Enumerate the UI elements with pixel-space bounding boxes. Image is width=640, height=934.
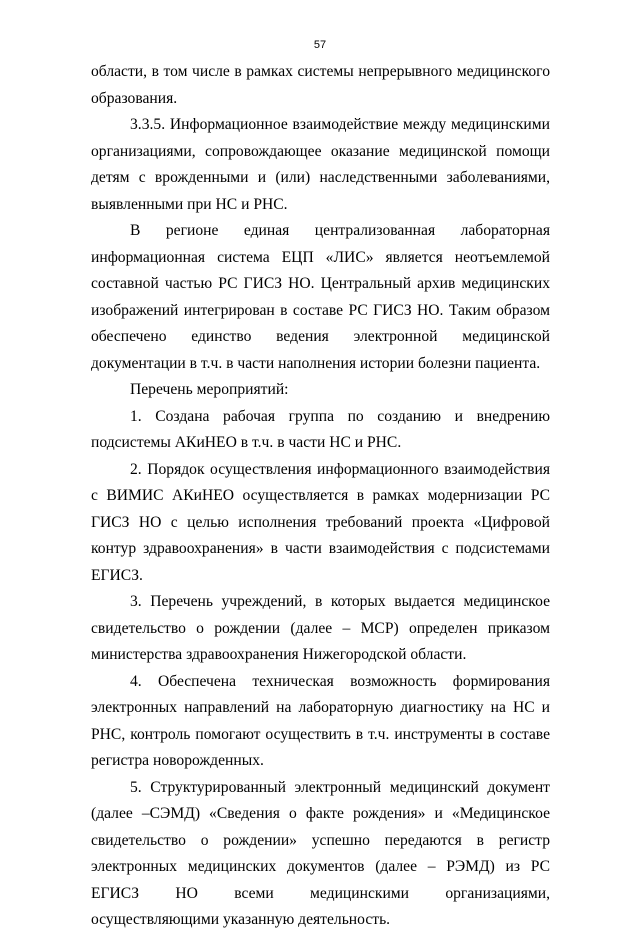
paragraph-continuation: области, в том числе в рамках системы непрерывного медицинского образования.: [91, 63, 550, 107]
paragraph-item-2: 2. Порядок осуществления информационного взаимодействия с ВИМИС АКиНЕО осуществляется в рамках модернизации РС ГИСЗ НО с целью исполнения требований проекта «Цифровой контур здравоохранения» в части взаимодействия с подсистемами ЕГИСЗ.: [91, 460, 550, 584]
page-number: 57: [313, 39, 327, 51]
paragraph-item-5: 5. Структурированный электронный медицинский документ (далее –СЭМД) «Сведения о факте рождения» и «Медицинское свидетельство о рождении» успешно передаются в регистр электронных медицинских документов (далее – РЭМД) из РС ЕГИСЗ НО всеми медицинскими организациями, осуществляющими указанную деятельность.: [91, 778, 550, 928]
paragraph-item-1: 1. Создана рабочая группа по созданию и внедрению подсистемы АКиНЕО в т.ч. в части НС и РНС.: [91, 407, 550, 451]
paragraph-item-4: 4. Обеспечена техническая возможность формирования электронных направлений на лабораторную диагностику на НС и РНС, контроль помогают осуществить в т.ч. инструменты в составе регистра новорожденных.: [91, 672, 550, 769]
paragraph-section-heading-3-3-5: 3.3.5. Информационное взаимодействие между медицинскими организациями, сопровождающее оказание медицинской помощи детям с врожденными и (или) наследственными заболеваниями, выявленными при НС и РНС.: [91, 116, 550, 213]
document-body: [91, 59, 550, 934]
paragraph-lis-system: В регионе единая централизованная лабораторная информационная система ЕЦП «ЛИС» является неотъемлемой составной частью РС ГИСЗ НО. Центральный архив медицинских изображений интегрирован в составе РС ГИСЗ НО. Таким образом обеспечено единство ведения электронной медицинской документации в т.ч. в части наполнения истории болезни пациента.: [91, 222, 550, 372]
paragraph-item-3: 3. Перечень учреждений, в которых выдается медицинское свидетельство о рождении (далее – МСР) определен приказом министерства здравоохранения Нижегородской области.: [91, 593, 550, 663]
paragraph-measures-title: Перечень мероприятий:: [130, 381, 289, 398]
